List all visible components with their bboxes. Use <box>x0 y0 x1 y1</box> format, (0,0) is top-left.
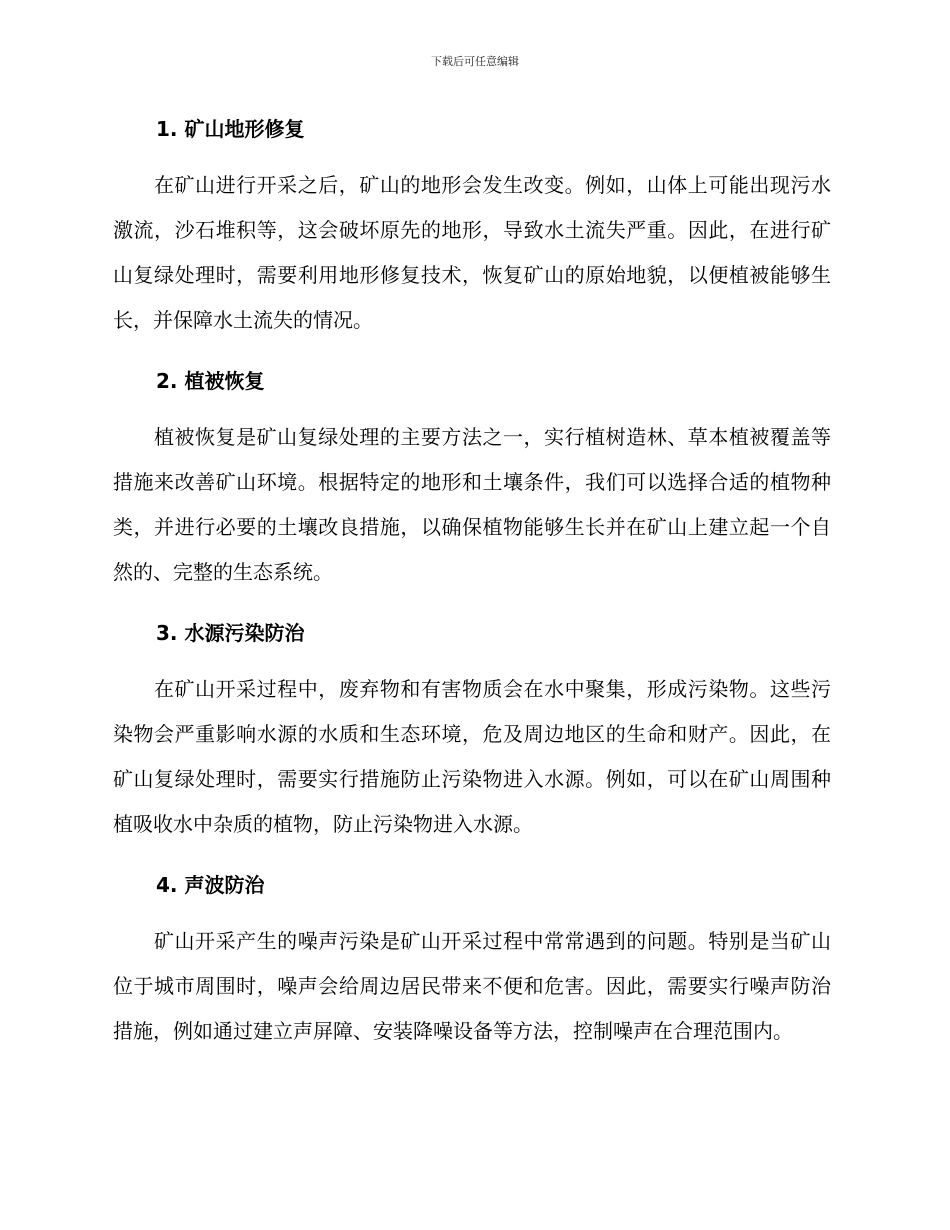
document-body <box>113 112 831 1054</box>
section-heading: 2. 植被恢复 <box>156 369 265 393</box>
section-paragraph: 在矿山进行开采之后，矿山的地形会发生改变。例如，山体上可能出现污水激流，沙石堆积等，这会破坏原先的地形，导致水土流失严重。因此，在进行矿山复绿处理时，需要利用地形修复技术，恢复矿山的原始地貌，以便植被能够生长，并保障水土流失的情况。 <box>113 173 831 332</box>
section-water-pollution-control <box>113 616 831 847</box>
section-terrain-restoration <box>113 112 831 343</box>
section-paragraph: 矿山开采产生的噪声污染是矿山开采过程中常常遇到的问题。特别是当矿山位于城市周围时，噪声会给周边居民带来不便和危害。因此，需要实行噪声防治措施，例如通过建立声屏障、安装降噪设备等方法，控制噪声在合理范围内。 <box>113 929 831 1043</box>
section-vegetation-restoration <box>113 364 831 595</box>
section-noise-control <box>113 868 831 1054</box>
section-paragraph: 在矿山开采过程中，废弃物和有害物质会在水中聚集，形成污染物。这些污染物会严重影响水源的水质和生态环境，危及周边地区的生命和财产。因此，在矿山复绿处理时，需要实行措施防止污染物进入水源。例如，可以在矿山周围种植吸收水中杂质的植物，防止污染物进入水源。 <box>113 677 831 836</box>
section-heading: 4. 声波防治 <box>156 873 265 897</box>
section-heading: 3. 水源污染防治 <box>156 621 305 645</box>
section-heading: 1. 矿山地形修复 <box>156 117 305 141</box>
section-paragraph: 植被恢复是矿山复绿处理的主要方法之一，实行植树造林、草本植被覆盖等措施来改善矿山环境。根据特定的地形和土壤条件，我们可以选择合适的植物种类，并进行必要的土壤改良措施，以确保植物能够生长并在矿山上建立起一个自然的、完整的生态系统。 <box>113 425 831 584</box>
page-header-note: 下载后可任意编辑 <box>431 55 519 68</box>
